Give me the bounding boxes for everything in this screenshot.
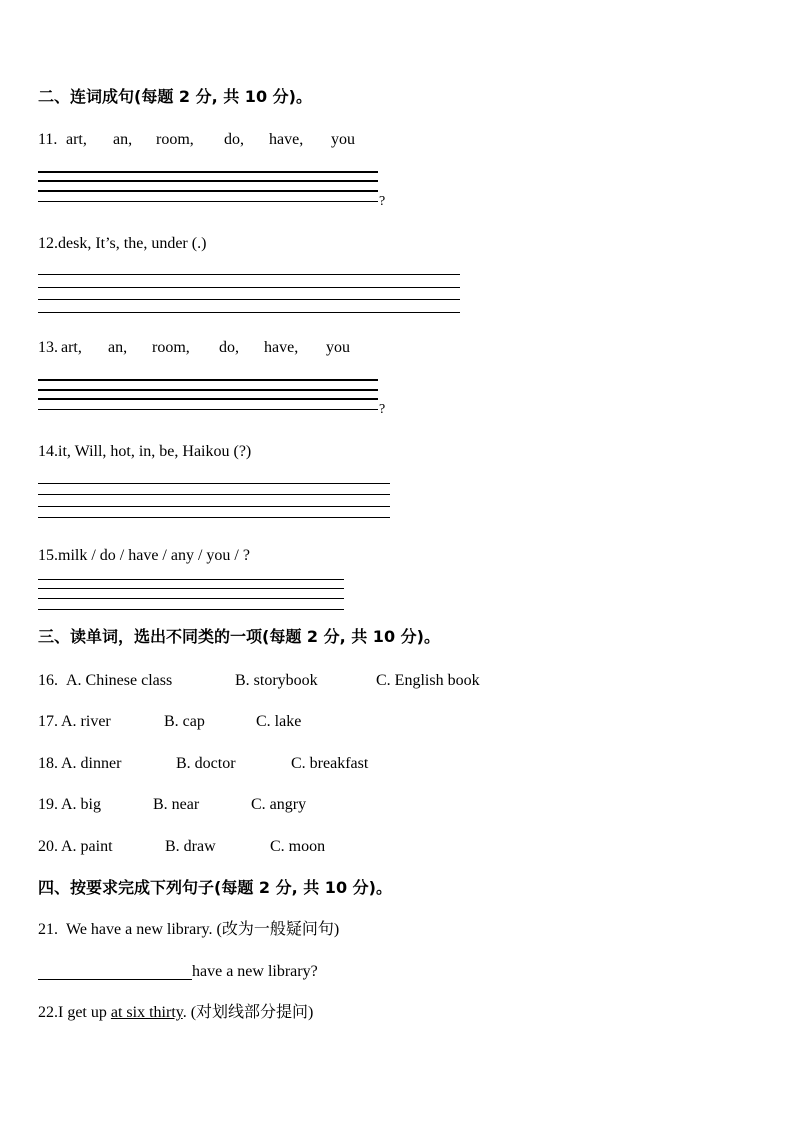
answer-line[interactable]	[38, 274, 460, 275]
answer-line[interactable]	[38, 299, 460, 300]
q11-word: have,	[269, 131, 304, 148]
q20-option-c: C. moon	[270, 838, 326, 855]
q12-text: 12.desk, It’s, the, under (.)	[38, 235, 207, 252]
q18-option-b: B. doctor	[176, 755, 236, 772]
q15-text: 15.milk / do / have / any / you / ?	[38, 547, 250, 564]
q19-option-a: A. big	[61, 796, 101, 813]
answer-line[interactable]	[38, 494, 390, 495]
answer-line[interactable]	[38, 609, 344, 610]
q22-prefix: 22.I get up	[38, 1004, 111, 1021]
q16-option-c: C. English book	[376, 672, 480, 689]
q19-number: 19.	[38, 796, 58, 813]
q17-option-b: B. cap	[164, 713, 205, 730]
q16-number: 16.	[38, 672, 58, 689]
q18-option-a: A. dinner	[61, 755, 122, 772]
answer-line[interactable]	[38, 409, 378, 410]
q13-word: an,	[108, 339, 128, 356]
q13-word: you	[326, 339, 350, 356]
q22-text	[38, 1003, 313, 1023]
q11-word: an,	[113, 131, 133, 148]
q21-sentence: We have a new library. (改为一般疑问句)	[66, 921, 340, 938]
q13-word: have,	[264, 339, 299, 356]
q13-word: art,	[61, 339, 82, 356]
q21-blank[interactable]	[38, 979, 192, 980]
section-2-heading: 二、连词成句(每题 2 分, 共 10 分)。	[38, 87, 312, 106]
q16-option-a: A. Chinese class	[66, 672, 173, 689]
q22-suffix: . (对划线部分提问)	[182, 1004, 314, 1021]
answer-line[interactable]	[38, 483, 390, 484]
answer-line[interactable]	[38, 398, 378, 400]
answer-line[interactable]	[38, 190, 378, 192]
q17-number: 17.	[38, 713, 58, 730]
q13-word: room,	[152, 339, 190, 356]
answer-line[interactable]	[38, 201, 378, 202]
answer-line[interactable]	[38, 180, 378, 182]
q20-number: 20.	[38, 838, 58, 855]
q11-word: do,	[224, 131, 244, 148]
section-4-heading: 四、按要求完成下列句子(每题 2 分, 共 10 分)。	[38, 878, 392, 897]
q20-option-a: A. paint	[61, 838, 113, 855]
section-3-heading: 三、读单词，选出不同类的一项(每题 2 分, 共 10 分)。	[38, 627, 440, 646]
q13-end-mark: ?	[379, 402, 386, 417]
q21-number: 21.	[38, 921, 58, 938]
q20-option-b: B. draw	[165, 838, 216, 855]
answer-line[interactable]	[38, 379, 378, 381]
answer-line[interactable]	[38, 287, 460, 288]
answer-line[interactable]	[38, 389, 378, 391]
q16-option-b: B. storybook	[235, 672, 318, 689]
q11-word: you	[331, 131, 355, 148]
q19-option-c: C. angry	[251, 796, 307, 813]
q19-option-b: B. near	[153, 796, 200, 813]
q17-option-a: A. river	[61, 713, 111, 730]
q11-end-mark: ?	[379, 194, 386, 209]
q21-answer-tail: have a new library?	[192, 963, 318, 980]
q22-underlined-phrase: at six thirty	[110, 1004, 183, 1021]
answer-line[interactable]	[38, 579, 344, 580]
q14-text: 14.it, Will, hot, in, be, Haikou (?)	[38, 443, 252, 460]
answer-line[interactable]	[38, 517, 390, 518]
q18-option-c: C. breakfast	[291, 755, 369, 772]
q13-word: do,	[219, 339, 239, 356]
answer-line[interactable]	[38, 588, 344, 589]
answer-line[interactable]	[38, 598, 344, 599]
answer-line[interactable]	[38, 171, 378, 173]
q13-number: 13.	[38, 339, 58, 356]
q11-number: 11.	[38, 131, 58, 148]
q11-word: art,	[66, 131, 87, 148]
answer-line[interactable]	[38, 312, 460, 313]
q18-number: 18.	[38, 755, 58, 772]
answer-line[interactable]	[38, 506, 390, 507]
q11-word: room,	[156, 131, 194, 148]
q17-option-c: C. lake	[256, 713, 302, 730]
